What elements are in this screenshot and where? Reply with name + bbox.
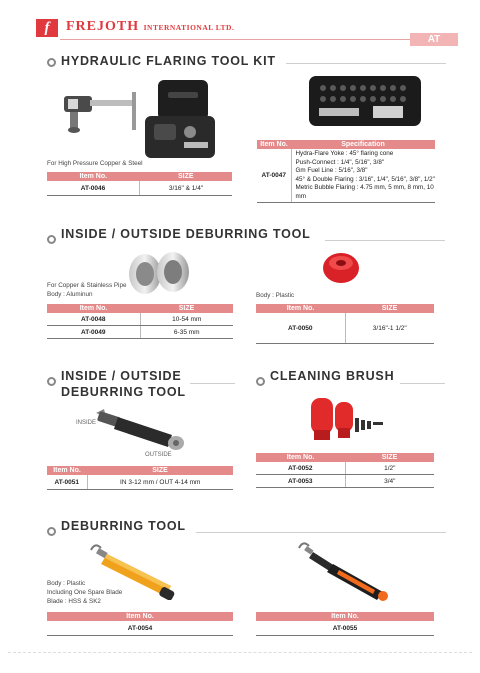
table-row <box>47 181 232 196</box>
table-header-spec: Specification <box>291 140 435 149</box>
item-number: AT-0055 <box>256 621 434 636</box>
brand-logo: f <box>36 19 58 37</box>
section-bullet-icon <box>47 58 56 67</box>
table-header-row <box>47 612 233 621</box>
flaring-kit-case-photo <box>140 78 220 160</box>
deburring-tool-note: Including One Spare Blade <box>47 589 123 596</box>
section-divider <box>196 532 446 533</box>
plastic-body-note: Body : Plastic <box>256 292 295 299</box>
pen-deburring-table <box>47 466 233 490</box>
item-number: AT-0053 <box>256 475 345 488</box>
table-header-row <box>256 453 434 462</box>
spec-line: Gm Fuel Line : 5/16", 3/8" <box>295 167 368 174</box>
section-divider <box>400 383 445 384</box>
table-row <box>256 621 434 636</box>
table-header-size: SIZE <box>87 466 233 475</box>
inside-label: INSIDE <box>76 420 97 426</box>
deburring-size-table <box>47 304 233 339</box>
table-header-item: Item No. <box>47 612 233 621</box>
item-number: AT-0049 <box>47 326 140 339</box>
table-header-row <box>256 304 434 313</box>
item-size: 1/2" <box>345 462 434 475</box>
aluminum-deburring-tool-photo <box>125 250 195 298</box>
table-header-item: Item No. <box>47 304 140 313</box>
table-row <box>257 149 435 203</box>
section-divider <box>286 63 446 64</box>
table-header-item: Item No. <box>256 304 345 313</box>
item-number: AT-0048 <box>47 313 140 326</box>
section-title-deburring-pen-1: INSIDE / OUTSIDE <box>61 369 182 383</box>
table-header-row <box>47 172 232 181</box>
table-header-size: SIZE <box>140 304 233 313</box>
item-size: 10-54 mm <box>140 313 233 326</box>
flaring-kit-spec-table <box>257 140 435 203</box>
spec-line: Hydra-Flare Yoke : 45° flaring cone <box>295 150 394 157</box>
item-size: 3/4" <box>345 475 434 488</box>
table-row <box>256 475 434 488</box>
table-header-size: SIZE <box>345 304 434 313</box>
section-title-flaring: HYDRAULIC FLARING TOOL KIT <box>61 54 276 68</box>
header-divider <box>60 39 410 40</box>
brand-name <box>66 19 234 35</box>
category-code: AT <box>410 33 458 46</box>
flaring-yoke-photo <box>50 80 150 145</box>
section-divider <box>325 240 445 241</box>
table-header-size: SIZE <box>140 172 233 181</box>
deburring-tool-note: Body : Plastic <box>47 580 86 587</box>
page-footer-rule <box>8 652 472 653</box>
item-number: AT-0052 <box>256 462 345 475</box>
orange-deburring-tool-photo <box>295 538 395 602</box>
section-bullet-icon <box>256 377 265 386</box>
table-header-row <box>47 304 233 313</box>
deburring-tool-table-2 <box>256 612 434 636</box>
section-divider <box>190 383 235 384</box>
spec-line: 45° & Double Flaring : 3/16", 1/4", 5/16", 3/8", 1/2" <box>295 175 435 183</box>
table-row <box>47 475 233 490</box>
table-header-size: SIZE <box>345 453 434 462</box>
section-bullet-icon <box>47 377 56 386</box>
table-header-row <box>257 140 435 149</box>
section-title-deburring-pen-2: DEBURRING TOOL <box>61 385 186 399</box>
section-title-cleaning-brush: CLEANING BRUSH <box>270 369 395 383</box>
item-size: 6-35 mm <box>140 326 233 339</box>
flaring-size-table <box>47 172 232 196</box>
item-number: AT-0047 <box>257 149 291 203</box>
table-header-row <box>47 466 233 475</box>
cleaning-brush-photo <box>305 390 395 446</box>
table-header-item: Item No. <box>47 466 87 475</box>
table-row <box>47 326 233 339</box>
table-row <box>47 313 233 326</box>
spec-line: Push-Connect : 1/4", 5/16", 3/8" <box>295 158 385 166</box>
spec-lines <box>291 149 435 203</box>
outside-label: OUTSIDE <box>145 452 172 458</box>
full-kit-case-photo <box>305 72 425 130</box>
table-header-row <box>256 612 434 621</box>
item-size: IN 3-12 mm / OUT 4-14 mm <box>87 475 233 490</box>
spec-line: Metric Bubble Flaring : 4.75 mm, 5 mm, 8 mm, 10 mm <box>295 184 434 200</box>
brand-sub: INTERNATIONAL LTD. <box>143 23 235 32</box>
item-number: AT-0046 <box>47 181 140 196</box>
item-number: AT-0054 <box>47 621 233 636</box>
table-row <box>256 462 434 475</box>
table-row <box>47 621 233 636</box>
pen-deburring-tool-photo <box>90 405 190 453</box>
table-header-item: Item No. <box>256 453 345 462</box>
cleaning-brush-table <box>256 453 434 488</box>
flaring-note: For High Pressure Copper & Steel <box>47 160 143 167</box>
table-header-item: Item No. <box>257 140 291 149</box>
deburring-note-material: For Copper & Stainless Pipe <box>47 282 127 289</box>
deburring-note-body: Body : Aluminun <box>47 291 93 298</box>
deburring-tool-table-1 <box>47 612 233 636</box>
section-title-deburring-io: INSIDE / OUTSIDE DEBURRING TOOL <box>61 227 311 241</box>
plastic-deburring-tool-photo <box>318 250 364 286</box>
section-bullet-icon <box>47 527 56 536</box>
section-bullet-icon <box>47 235 56 244</box>
deburring-tool-note: Blade : HSS & SK2 <box>47 598 101 605</box>
plastic-deburring-table <box>256 304 434 344</box>
table-row <box>256 313 434 344</box>
item-size: 3/16" & 1/4" <box>140 181 233 196</box>
table-header-item: Item No. <box>256 612 434 621</box>
item-number: AT-0051 <box>47 475 87 490</box>
table-header-item: Item No. <box>47 172 140 181</box>
item-number: AT-0050 <box>256 313 345 344</box>
section-title-deburring-tool: DEBURRING TOOL <box>61 519 186 533</box>
item-size: 3/16"-1 1/2" <box>345 313 434 344</box>
brand-main: FREJOTH <box>66 19 140 34</box>
